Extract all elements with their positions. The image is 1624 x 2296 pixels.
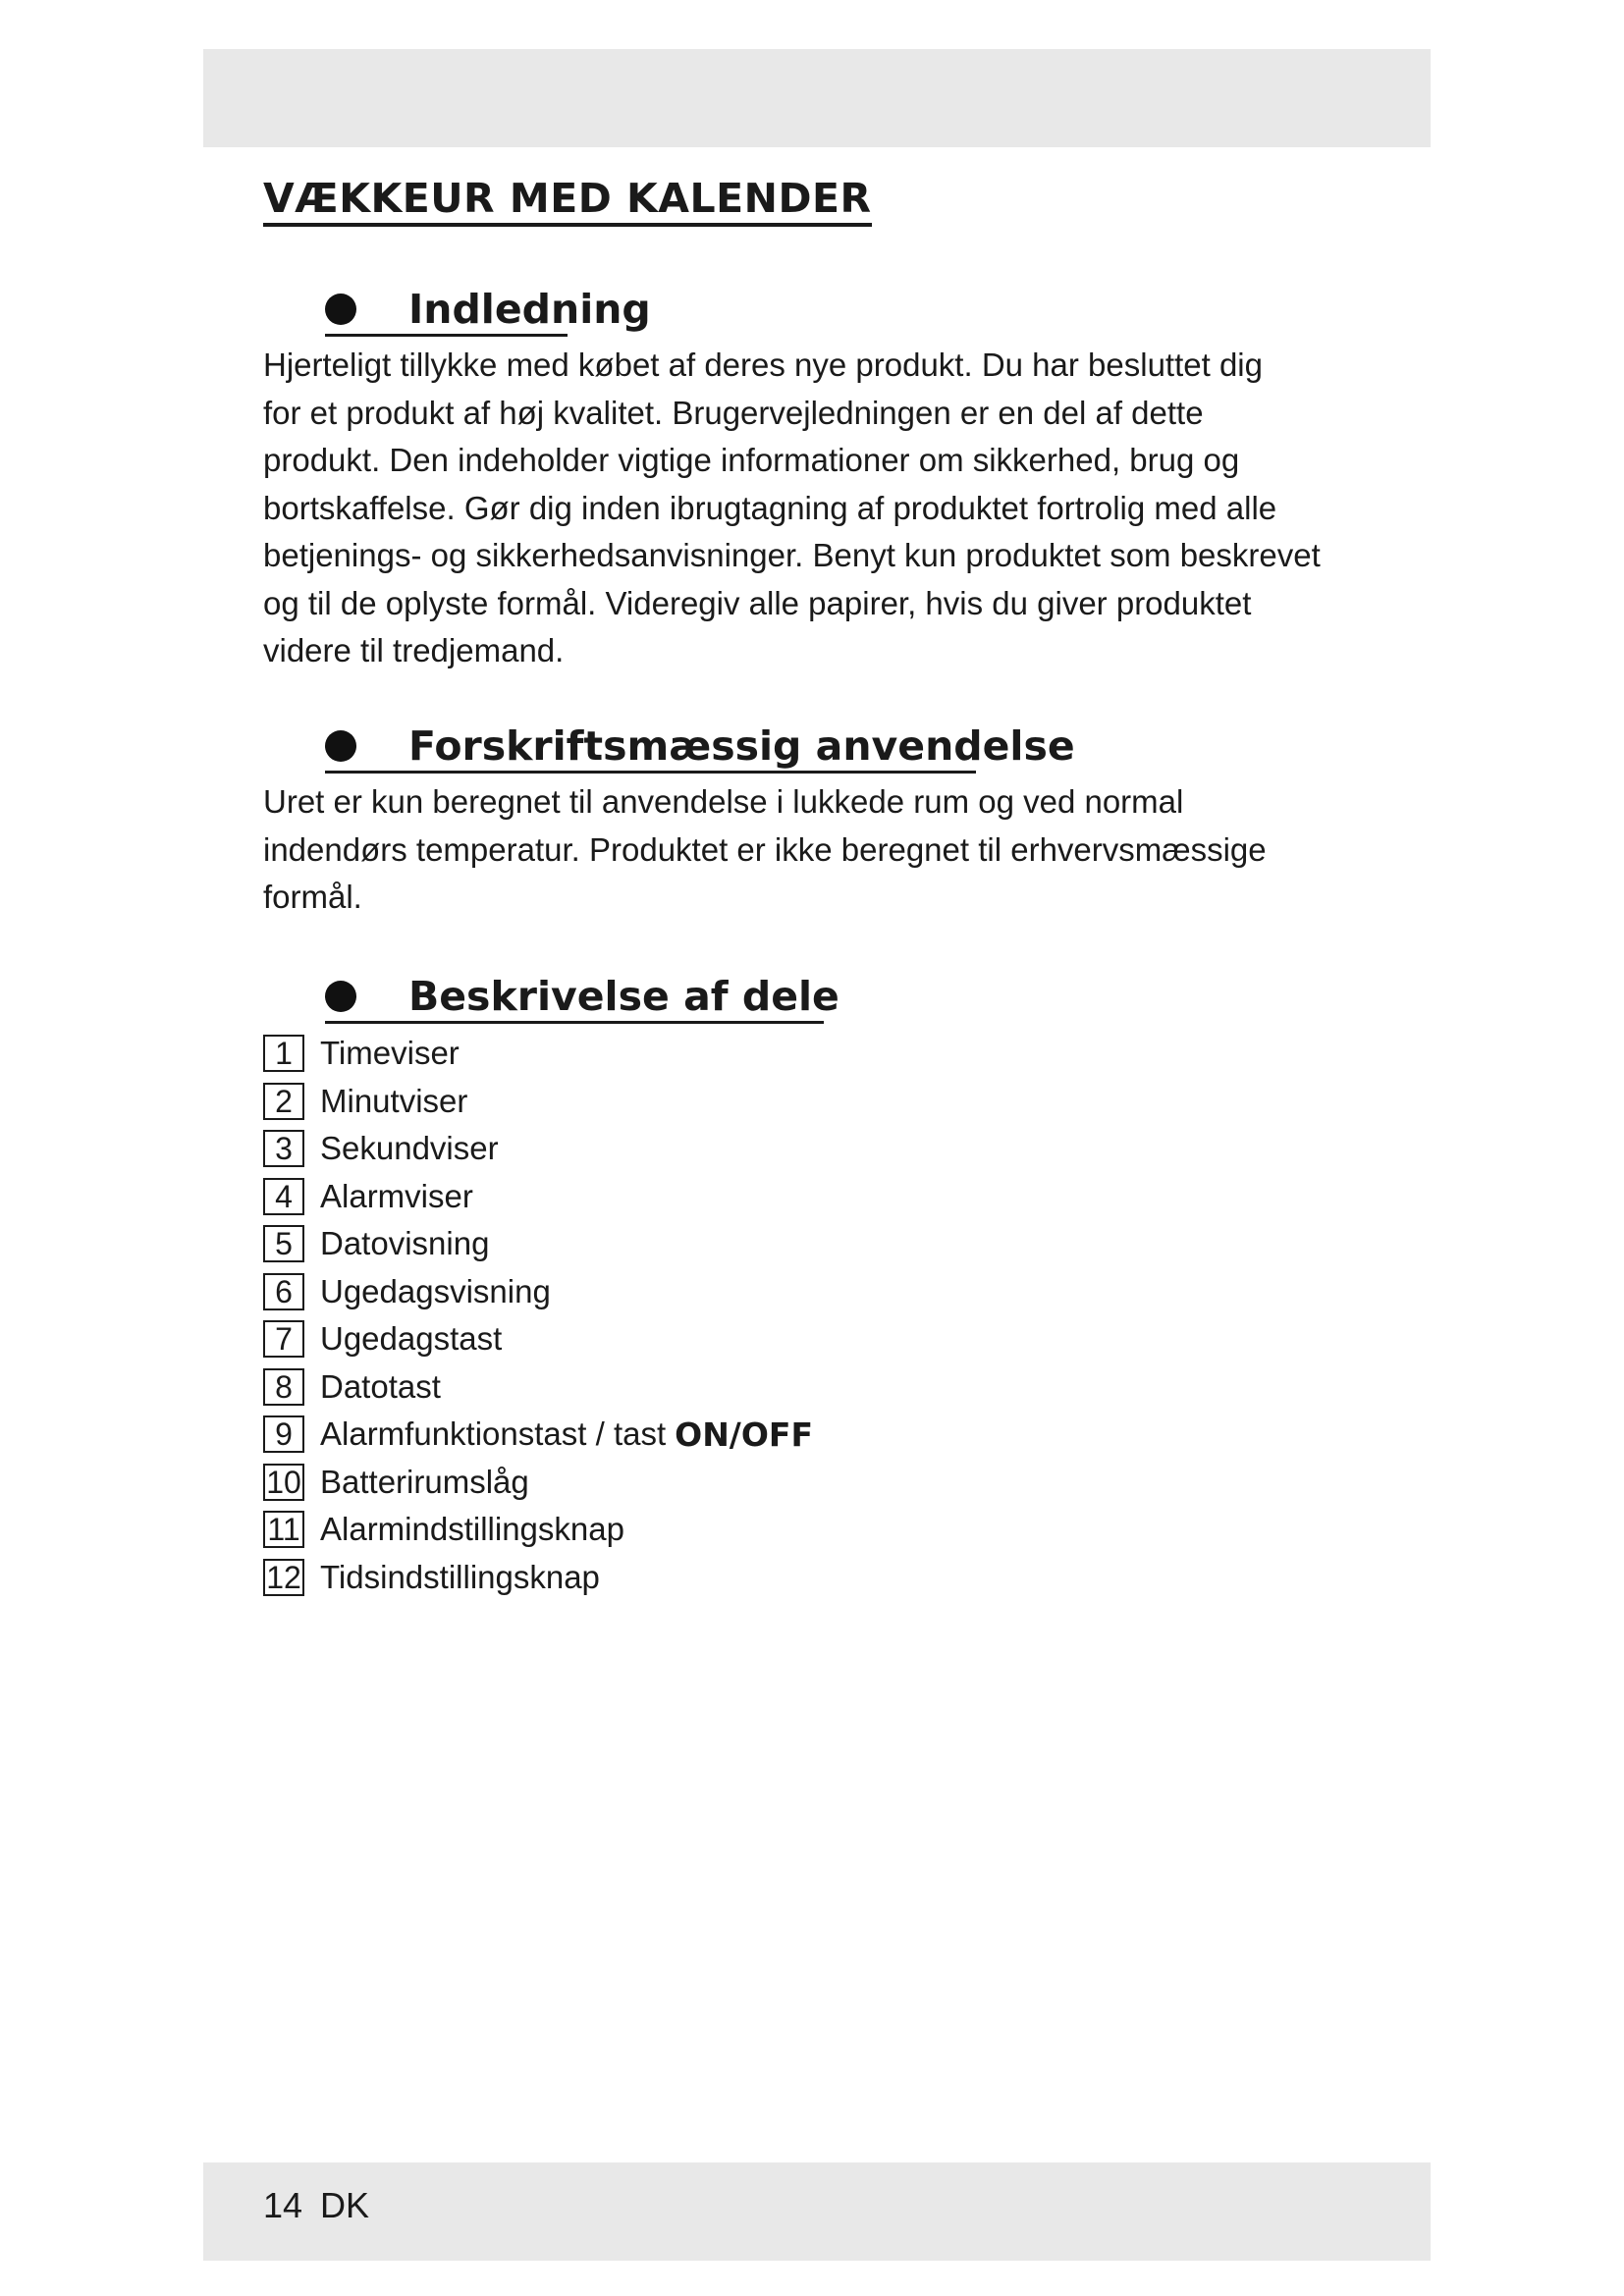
list-item [263, 1459, 839, 1507]
section-title-intended-use: Forskriftsmæssig anvendelse [408, 722, 1075, 770]
paragraph-line: videre til tredjemand. [263, 632, 565, 668]
list-item [263, 1078, 839, 1126]
header-band [203, 49, 1431, 147]
list-item [263, 1363, 839, 1412]
section-heading-parts [263, 967, 839, 1026]
heading-underline [325, 334, 568, 337]
list-item [263, 1315, 839, 1363]
paragraph-line: indendørs temperatur. Produktet er ikke beregnet til erhvervsmæssige [263, 830, 1267, 868]
paragraph-line: for et produkt af høj kvalitet. Brugervejledningen er en del af dette [263, 394, 1204, 431]
part-number: 11 [263, 1511, 304, 1548]
paragraph-line: Uret er kun beregnet til anvendelse i lukkede rum og ved normal [263, 783, 1184, 820]
section-intro [263, 280, 1363, 675]
part-number: 1 [263, 1035, 304, 1072]
list-item [263, 1268, 839, 1316]
document-title: VÆKKEUR MED KALENDER [263, 177, 872, 227]
part-number: 2 [263, 1083, 304, 1120]
part-number: 4 [263, 1178, 304, 1215]
part-number: 9 [263, 1415, 304, 1453]
list-item [263, 1030, 839, 1078]
bullet-icon [325, 730, 356, 762]
parts-list [263, 1030, 839, 1601]
paragraph-line: betjenings- og sikkerhedsanvisninger. Benyt kun produktet som beskrevet [263, 537, 1321, 573]
intro-paragraph [263, 342, 1363, 675]
part-label: Ugedagsvisning [320, 1272, 551, 1309]
list-item [263, 1506, 839, 1554]
section-title-parts: Beskrivelse af dele [408, 973, 839, 1020]
part-label: Minutviser [320, 1082, 468, 1119]
part-label: Alarmfunktionstast / tast [320, 1415, 667, 1453]
list-item [263, 1173, 839, 1221]
footer-band [203, 2163, 1431, 2261]
paragraph-line: bortskaffelse. Gør dig inden ibrugtagning af produktet fortrolig med alle [263, 489, 1277, 526]
part-number: 3 [263, 1130, 304, 1167]
part-number: 7 [263, 1320, 304, 1358]
page-number: 14 [263, 2185, 303, 2225]
part-label: Alarmviser [320, 1177, 473, 1214]
section-heading-intended-use [263, 717, 1363, 775]
part-number: 5 [263, 1225, 304, 1262]
part-label: Sekundviser [320, 1130, 499, 1167]
paragraph-line: og til de oplyste formål. Videregiv alle papirer, hvis du giver produktet [263, 584, 1252, 621]
list-item [263, 1554, 839, 1602]
page-content [263, 175, 1392, 1595]
section-title-intro: Indledning [408, 286, 651, 333]
part-label: Tidsindstillingsknap [320, 1558, 600, 1595]
part-label: Batterirumslåg [320, 1463, 529, 1500]
part-label: Datotast [320, 1367, 441, 1405]
paragraph-line: Hjerteligt tillykke med købet af deres nye produkt. Du har besluttet dig [263, 347, 1263, 383]
part-label: Alarmindstillingsknap [320, 1511, 624, 1548]
list-item [263, 1125, 839, 1173]
section-heading-intro [263, 280, 1363, 339]
paragraph-line: produkt. Den indeholder vigtige informationer om sikkerhed, brug og [263, 442, 1240, 478]
intended-use-paragraph [263, 778, 1363, 922]
section-parts [263, 967, 839, 1601]
on-off-label: ON/OFF [675, 1415, 814, 1454]
page-footer [263, 2185, 369, 2226]
paragraph-line: formål. [263, 879, 362, 915]
language-code: DK [320, 2185, 370, 2225]
section-intended-use [263, 717, 1363, 922]
heading-underline [325, 1021, 824, 1024]
bullet-icon [325, 981, 356, 1012]
list-item [263, 1220, 839, 1268]
heading-underline [325, 771, 976, 774]
part-number: 8 [263, 1368, 304, 1406]
list-item [263, 1411, 839, 1459]
part-number: 12 [263, 1559, 304, 1596]
part-label: Timeviser [320, 1035, 460, 1072]
part-label: Ugedagstast [320, 1320, 503, 1358]
part-label: Datovisning [320, 1225, 490, 1262]
bullet-icon [325, 294, 356, 325]
part-number: 10 [263, 1464, 304, 1501]
part-number: 6 [263, 1273, 304, 1310]
